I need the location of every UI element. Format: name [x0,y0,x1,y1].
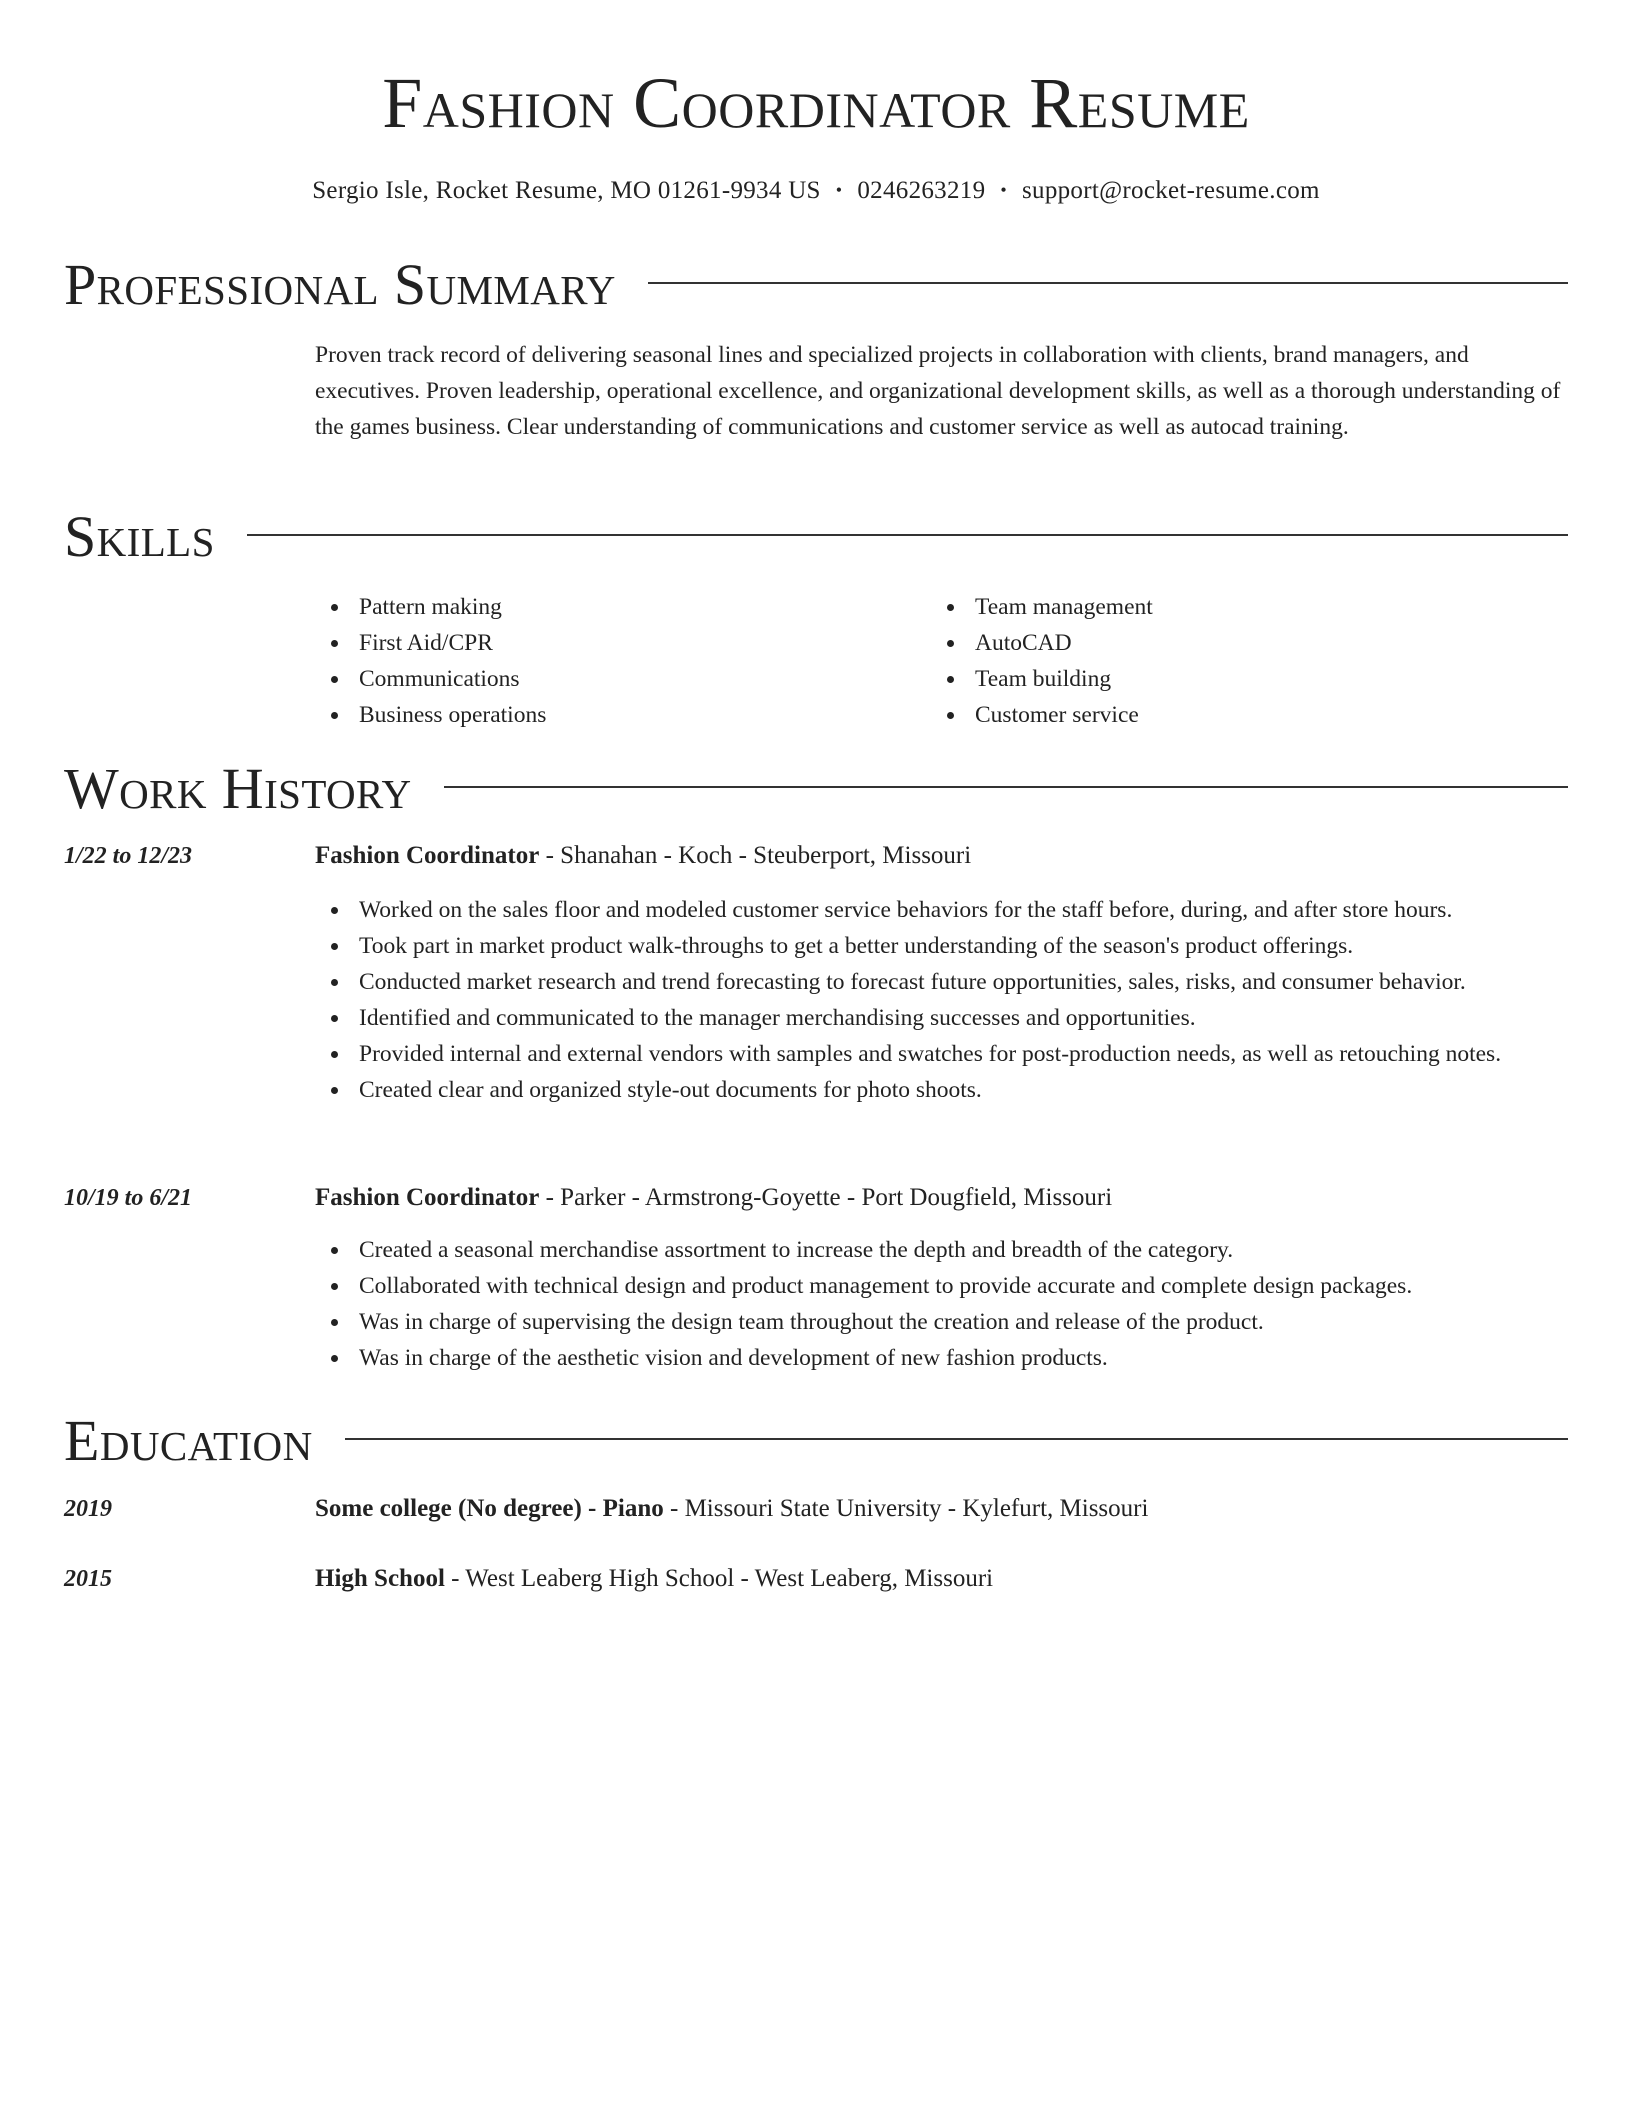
job-bullet: Created a seasonal merchandise assortment to increase the depth and breadth of the category. [315,1232,1568,1268]
skill-item: AutoCAD [931,625,1547,661]
job-dates: 1/22 to 12/23 [64,843,193,869]
skills-columns [315,589,1568,733]
education-section [64,1408,1568,1474]
job-bullet: Collaborated with technical design and product management to provide accurate and complete design packages. [315,1268,1568,1304]
job-bullets [315,1232,1568,1376]
section-divider [345,1438,1568,1440]
job-heading [315,1180,1568,1216]
job-details: - Parker - Armstrong-Goyette - Port Dougfield, Missouri [539,1184,1113,1211]
education-year: 2015 [64,1566,112,1592]
skill-item: Team building [931,661,1547,697]
education-heading: Education [64,1408,313,1473]
job-bullet: Took part in market product walk-throughs to get a better understanding of the season's product offerings. [315,928,1568,964]
education-degree: Some college (No degree) - Piano [315,1495,664,1522]
skills-list-right [931,589,1547,733]
section-divider [247,534,1568,536]
work-heading-row [64,756,1568,822]
job-title: Fashion Coordinator [315,1184,540,1211]
skill-item: Communications [315,661,931,697]
skill-item: Team management [931,589,1547,625]
skill-item: Customer service [931,697,1547,733]
summary-section [64,252,1568,318]
job-bullets [315,892,1568,1108]
job-details: - Shanahan - Koch - Steuberport, Missouri [539,842,972,869]
skills-section [64,504,1568,570]
job-heading [315,838,1568,874]
skills-heading-row [64,504,1568,570]
section-divider [444,786,1568,788]
work-section [64,756,1568,822]
education-year: 2019 [64,1496,112,1522]
job-bullet: Worked on the sales floor and modeled customer service behaviors for the staff before, during, and after store hours. [315,892,1568,928]
job-bullet: Conducted market research and trend forecasting to forecast future opportunities, sales, risks, and consumer behavior. [315,964,1568,1000]
work-heading: Work History [64,756,412,821]
contact-address: Sergio Isle, Rocket Resume, MO 01261-9934 US [312,177,821,204]
summary-heading: Professional Summary [64,252,616,317]
education-heading-line [315,1561,1568,1597]
contact-separator: • [835,180,843,200]
education-details: - Missouri State University - Kylefurt, Missouri [663,1495,1149,1522]
skills-list-left [315,589,931,733]
job-title: Fashion Coordinator [315,842,540,869]
summary-heading-row [64,252,1568,318]
job-bullet: Created clear and organized style-out documents for photo shoots. [315,1072,1568,1108]
job-bullet: Was in charge of supervising the design team throughout the creation and release of the product. [315,1304,1568,1340]
job-dates: 10/19 to 6/21 [64,1185,193,1211]
skills-heading: Skills [64,504,215,569]
section-divider [648,282,1568,284]
skill-item: First Aid/CPR [315,625,931,661]
education-degree: High School [315,1565,445,1592]
contact-separator: • [1000,180,1007,200]
education-heading-row [64,1408,1568,1474]
contact-phone: 0246263219 [857,177,986,204]
resume-title: Fashion Coordinator Resume [382,63,1250,143]
education-heading-line [315,1491,1568,1527]
summary-text: Proven track record of delivering seasonal lines and specialized projects in collaboration with clients, brand managers, and executives. Proven leadership, operational excellence, and organizational development skills, as well as a thorough understanding of the games business. Clear understanding of communications and customer service as well as autocad training. [315,342,1561,440]
skill-item: Business operations [315,697,931,733]
job-bullet: Provided internal and external vendors with samples and swatches for post-production needs, as well as retouching notes. [315,1036,1568,1072]
skill-item: Pattern making [315,589,931,625]
contact-line [64,174,1568,209]
job-bullet: Was in charge of the aesthetic vision and development of new fashion products. [315,1340,1568,1376]
contact-email: support@rocket-resume.com [1021,177,1320,204]
job-bullet: Identified and communicated to the manager merchandising successes and opportunities. [315,1000,1568,1036]
education-details: - West Leaberg High School - West Leaberg, Missouri [444,1565,994,1592]
